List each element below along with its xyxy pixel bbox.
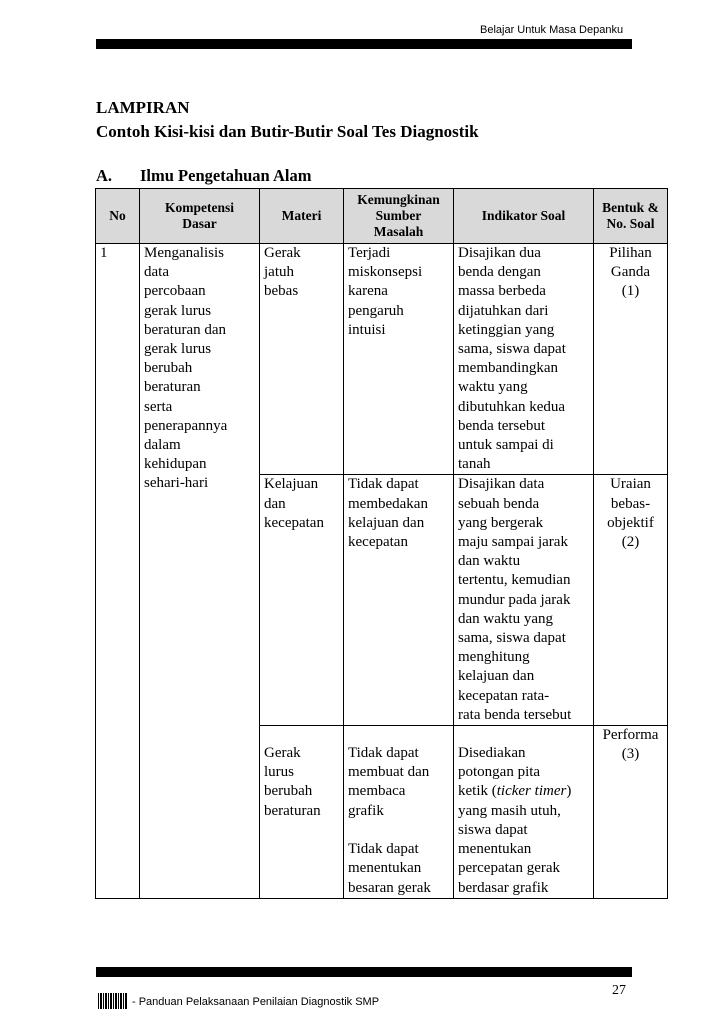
indikator-text-a: Disediakan potongan pita ketik (: [458, 745, 541, 800]
section-letter: A.: [96, 166, 113, 185]
table-header-row: [96, 189, 668, 244]
cell-indikator: Disajikan data sebuah benda yang bergerak maju sampai jarak dan waktu tertentu, kemudian mundur pada jarak dan waktu yang sama, siswa dapat menghitung kelajuan dan kecepatan rata- rata benda tersebut: [454, 475, 594, 726]
col-header-bentuk: Bentuk & No. Soal: [594, 189, 668, 244]
cell-masalah: Tidak dapat membedakan kelajuan dan kecepatan: [344, 475, 454, 726]
cell-indikator: Disajikan dua benda dengan massa berbeda dijatuhkan dari ketinggian yang sama, siswa dapat membandingkan waktu yang dibutuhkan kedua benda tersebut untuk sampai di tanah: [454, 244, 594, 475]
col-header-masalah: Kemungkinan Sumber Masalah: [344, 189, 454, 244]
table-row: [96, 244, 668, 475]
cell-bentuk: Performa (3): [594, 726, 668, 899]
col-header-indikator: Indikator Soal: [454, 189, 594, 244]
cell-materi: Gerak jatuh bebas: [260, 244, 344, 475]
kisi-kisi-table: [95, 188, 668, 899]
col-header-kompetensi: Kompetensi Dasar: [140, 189, 260, 244]
appendix-heading: LAMPIRAN: [96, 98, 190, 117]
footer-rule: [96, 967, 632, 977]
section-heading: [96, 166, 311, 186]
barcode-icon: [98, 993, 128, 1009]
cell-no: 1: [96, 244, 140, 899]
cell-masalah: Tidak dapat membuat dan membaca grafik Tidak dapat menentukan besaran gerak: [344, 726, 454, 899]
cell-bentuk: Pilihan Ganda (1): [594, 244, 668, 475]
footer-title: - Panduan Pelaksanaan Penilaian Diagnostik SMP: [132, 996, 380, 1008]
col-header-materi: Materi: [260, 189, 344, 244]
running-header: Belajar Untuk Masa Depanku: [480, 24, 624, 36]
header-rule: [96, 39, 632, 49]
col-header-no: No: [96, 189, 140, 244]
cell-kompetensi-dasar: Menganalisis data percobaan gerak lurus beraturan dan gerak lurus berubah beraturan serta penerapannya dalam kehidupan sehari-hari: [140, 244, 260, 899]
indikator-italic-term: ticker timer: [496, 783, 567, 800]
cell-materi: Kelajuan dan kecepatan: [260, 475, 344, 726]
cell-bentuk: Uraian bebas- objektif (2): [594, 475, 668, 726]
page-number: 27: [612, 983, 626, 998]
cell-indikator: [454, 726, 594, 899]
document-title: Contoh Kisi-kisi dan Butir-Butir Soal Tes Diagnostik: [96, 122, 479, 141]
section-title: Ilmu Pengetahuan Alam: [140, 166, 312, 185]
indikator-text-b: ) yang masih utuh, siswa dapat menentukan percepatan gerak berdasar grafik: [458, 783, 572, 896]
cell-materi: Gerak lurus berubah beraturan: [260, 726, 344, 899]
cell-masalah: Terjadi miskonsepsi karena pengaruh intuisi: [344, 244, 454, 475]
